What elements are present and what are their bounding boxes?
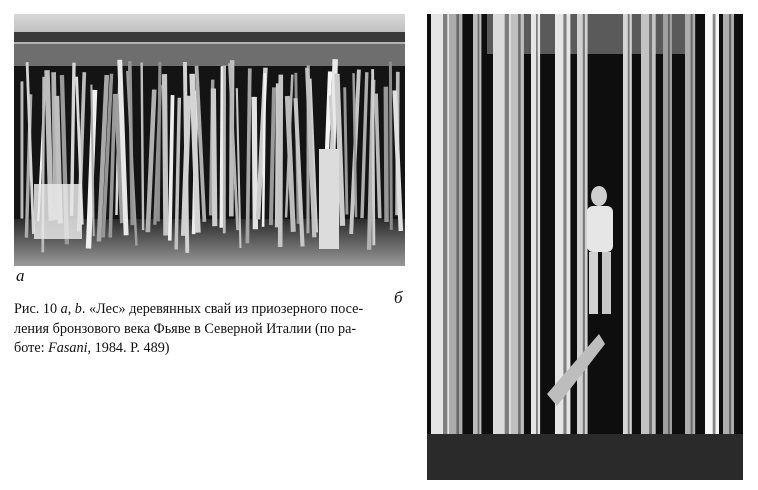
pile-shadow [729,14,731,480]
caption-line-3 [14,339,409,359]
pile [685,14,695,480]
pile [384,87,389,222]
pile-shadow [628,14,630,480]
pile [623,14,632,480]
caption-panel-refs: a, b [60,301,82,317]
pile [531,14,540,480]
pile [511,14,524,480]
pile-shadow [713,14,716,480]
pile-shadow [478,14,480,480]
caption-source-rest: , 1984. P. 489) [87,340,170,356]
pile-shadow [505,14,509,480]
photo-a-pile-field [14,14,405,266]
pile-shadow [518,14,521,480]
pile-shadow [456,14,459,480]
caption-source-author: Fasani [48,340,88,356]
photo-b-pile-forest [427,14,743,480]
caption-fig-number: Рис. 10 [14,301,61,317]
pile [723,14,734,480]
pile-shadow [668,14,670,480]
pile-shadow [443,14,447,480]
pile [555,14,570,480]
pile [473,14,481,480]
photo-b-piles [431,14,734,480]
caption-line-1-text: . «Лес» деревянных свай из приозерного посе- [81,301,364,317]
figure-caption [14,300,409,359]
photo-b-image [427,14,743,480]
pile [223,66,226,234]
caption-line-1 [14,300,409,320]
pile [705,14,719,480]
caption-line-2: ления бронзового века Фьяве в Северной Италии (по ра- [14,320,357,337]
pile [663,14,672,480]
pile [577,14,588,480]
pile [21,81,24,218]
pile [641,14,656,480]
pile [278,75,283,247]
pile-shadow [691,14,693,480]
caption-source-prefix: боте: [14,340,49,356]
pile-shadow [563,14,566,480]
pile-shadow [536,14,538,480]
photo-a-image [14,14,405,266]
pile [449,14,462,480]
pile-shadow [583,14,585,480]
panel-label-b: б [394,288,403,307]
panel-label-a: а [16,266,25,285]
pile-shadow [649,14,652,480]
